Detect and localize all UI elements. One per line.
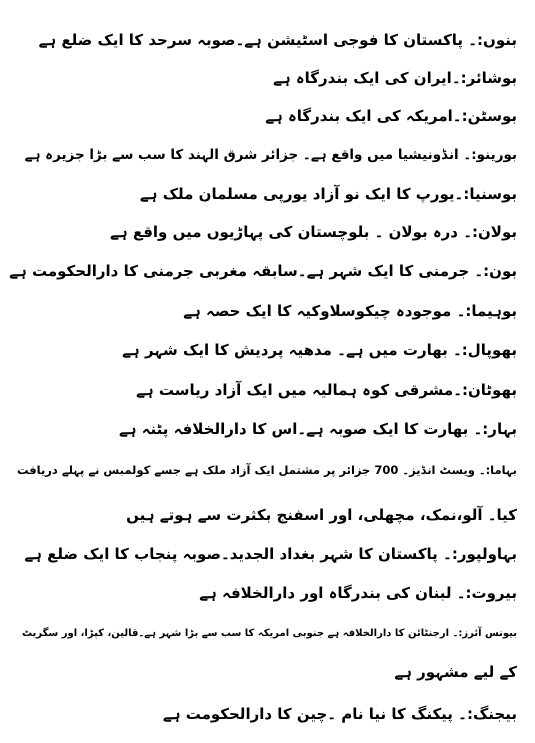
entry-line: بنوں:۔ پاکستان کا فوجی اسٹیشن ہے۔صوبہ سرحد کا ایک ضلع ہے: [38, 31, 517, 49]
entry-line: بوسنیا:۔یورپ کا ایک نو آزاد یورپی مسلمان ملک ہے: [139, 185, 517, 203]
entry-line: بوہیما:۔ موجودہ چیکوسلاوکیہ کا ایک حصہ ہے: [183, 302, 517, 320]
entry-line: بیروت:۔ لبنان کی بندرگاہ اور دارالخلافہ ہے: [199, 584, 517, 602]
entry-line: بوشائر:۔ایران کی ایک بندرگاہ ہے: [273, 69, 517, 87]
entry-line: بون:۔ جرمنی کا ایک شہر ہے۔سابقہ مغربی جرمنی کا دارالحکومت ہے: [9, 262, 517, 280]
entry-line: بہاما:۔ ویسٹ انڈیز۔ 700 جزائر پر مشتمل ایک آزاد ملک ہے جسے کولمبس نے پہلے دریافت: [16, 463, 517, 477]
entry-line: بولان:۔ درہ بولان ۔ بلوچستان کی پہاڑیوں میں واقع ہے: [110, 223, 517, 241]
entry-line: کے لیے مشہور ہے: [394, 663, 517, 681]
entry-line: بھوپال:۔ بھارت میں ہے۔ مدھیہ پردیش کا ایک شہر ہے: [122, 341, 517, 359]
entry-line: بہاولپور:۔ پاکستان کا شہر بغداد الجدید۔صوبہ پنجاب کا ایک ضلع ہے: [24, 545, 517, 563]
entry-line: بوسٹن:۔امریکہ کی ایک بندرگاہ ہے: [265, 107, 517, 125]
entry-line: بیونس آئرز:۔ ارجنٹائن کا دارالخلافہ ہے جنوبی امریکہ کا سب سے بڑا شہر ہے۔قالین، کپڑا، اور سگریٹ: [22, 628, 517, 639]
entry-line: بہار:۔ بھارت کا ایک صوبہ ہے۔اس کا دارالخلافہ پٹنہ ہے: [118, 420, 517, 438]
entry-line: بیجنگ:۔ پیکنگ کا نیا نام ۔چین کا دارالحکومت ہے: [162, 705, 517, 723]
entry-line: کیا۔ آلو،نمک، مچھلی، اور اسفنج بکثرت سے ہوتے ہیں: [126, 506, 517, 524]
entry-line: بورینو:۔ انڈونیشیا میں واقع ہے۔ جزائر شرق الہند کا سب سے بڑا جزیرہ ہے: [24, 147, 517, 163]
entry-line: بھوٹان:۔مشرقی کوہ ہمالیہ میں ایک آزاد ریاست ہے: [136, 381, 517, 399]
